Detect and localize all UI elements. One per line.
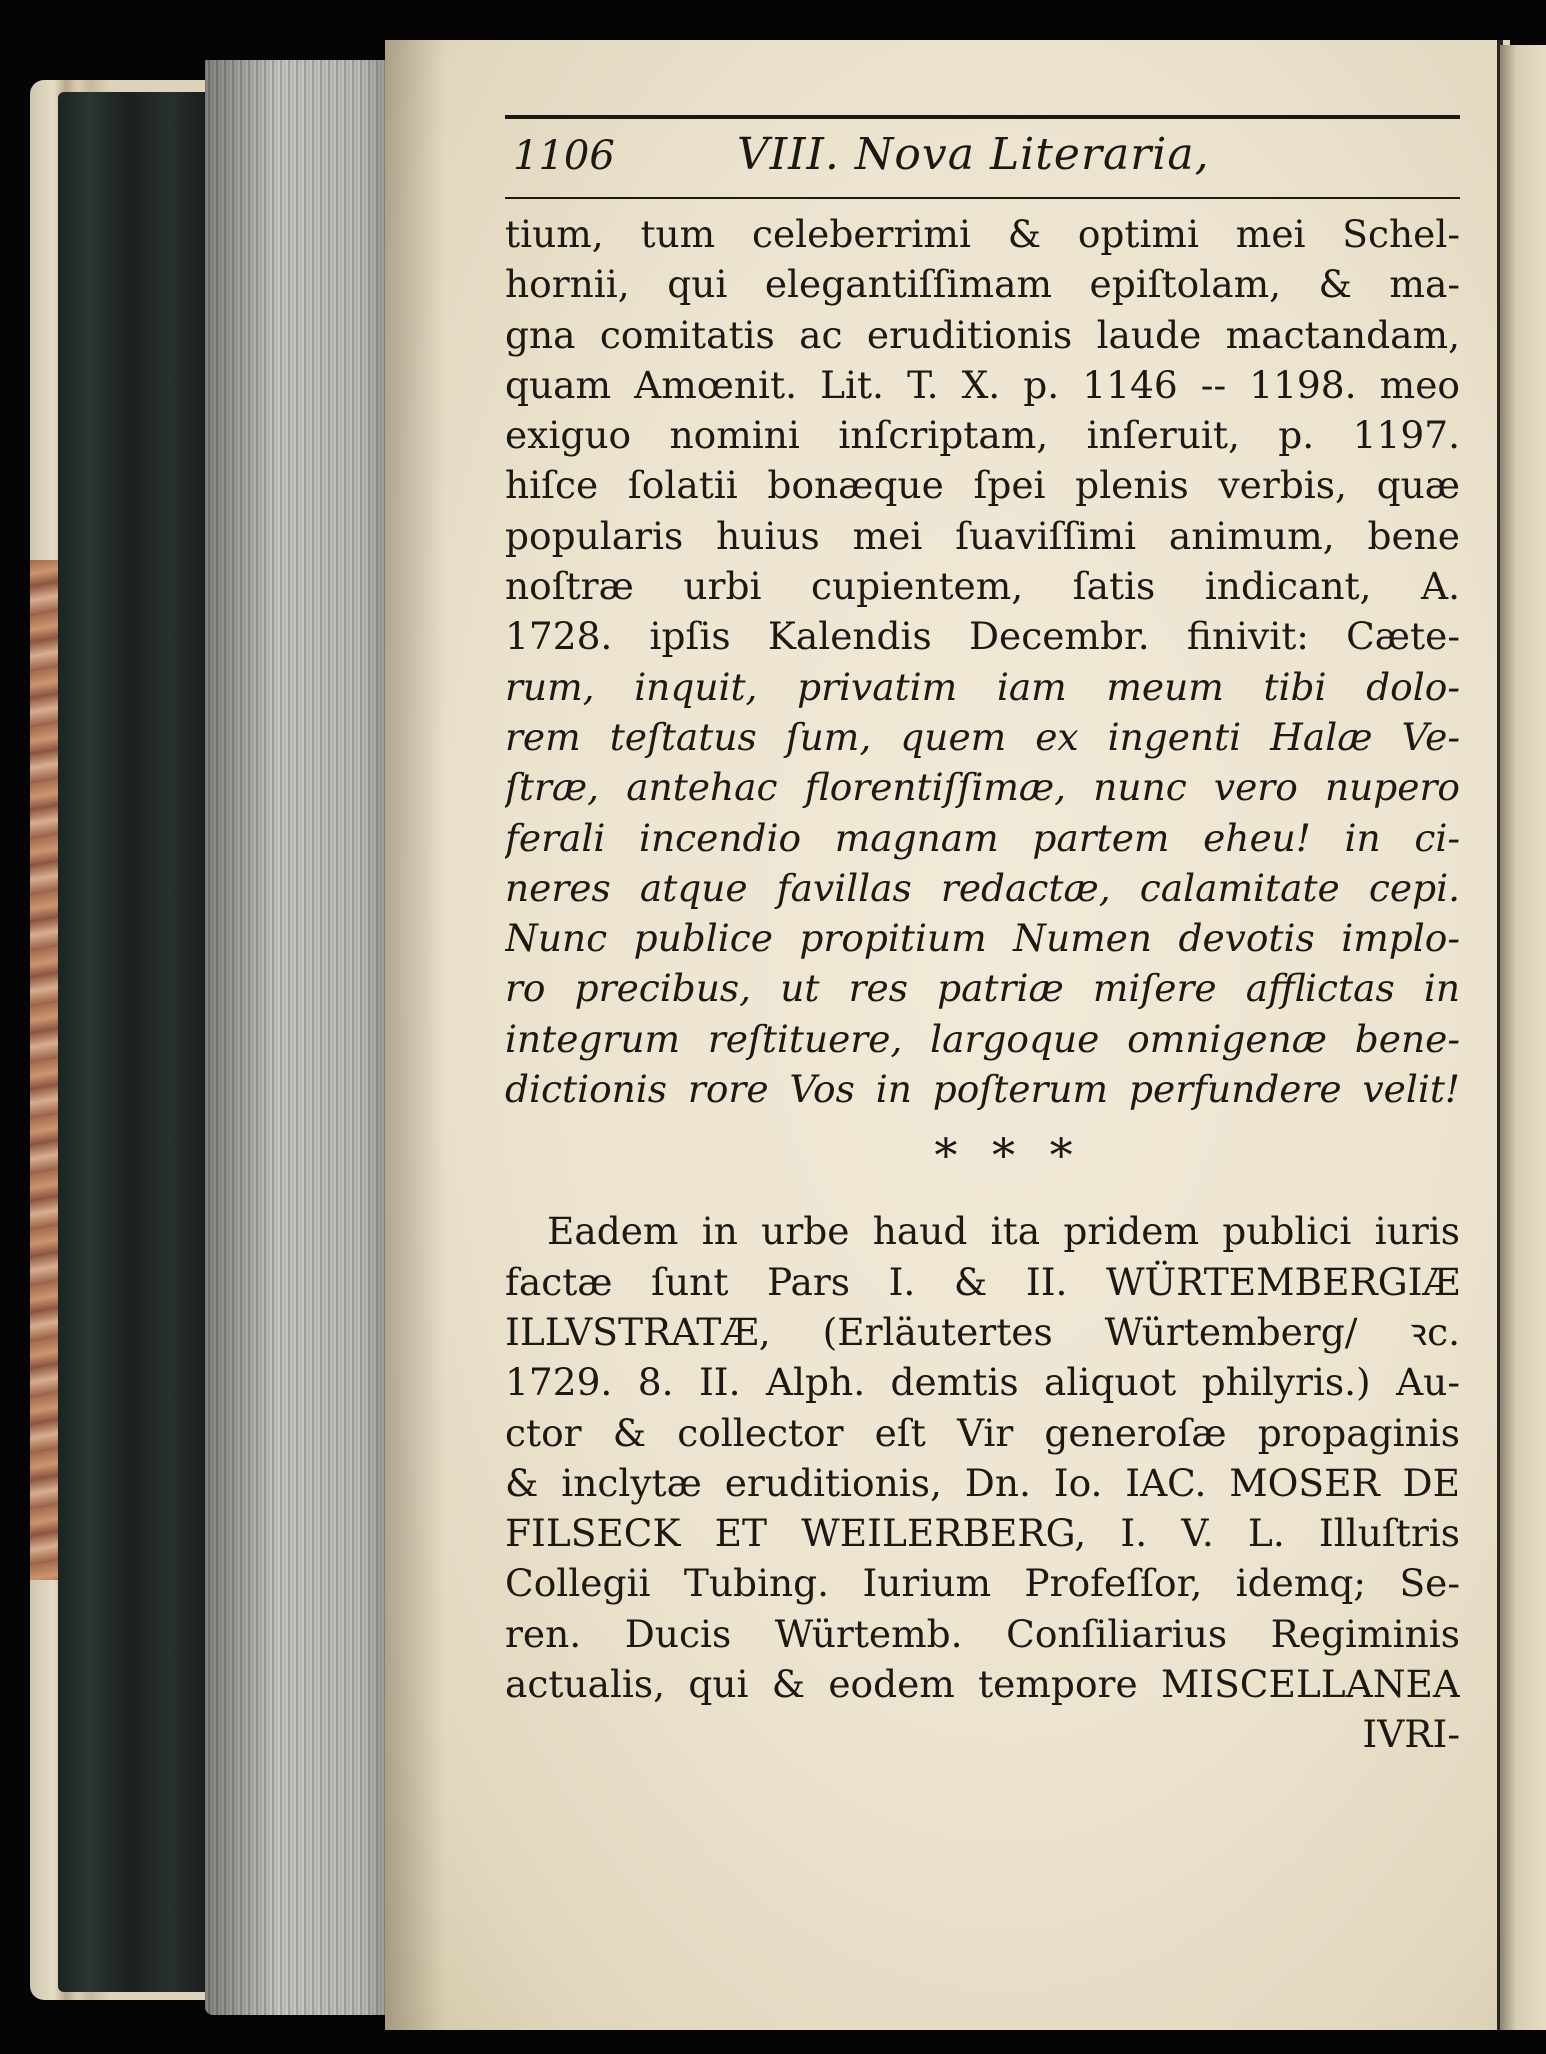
book-spine-edge <box>58 92 218 1992</box>
text-line: ILLVSTRATÆ, (Erläutertes Würtemberg/ ꝛc. <box>505 1309 1460 1354</box>
page-number: 1106 <box>513 133 615 179</box>
text-line: Collegii Tubing. Iurium Profeſſor, idemq; Se- <box>505 1561 1460 1606</box>
asterism-separator: * * * <box>934 1128 1083 1183</box>
italic-line: ferali incendio magnam partem eheu! in ci- <box>505 815 1460 860</box>
text-line: quam Amœnit. Lit. T. X. p. 1146 -- 1198. meo <box>505 362 1460 407</box>
italic-quotation <box>505 662 1460 1115</box>
latin-paragraph <box>505 209 1460 662</box>
text-line: gna comitatis ac eruditionis laude mactandam, <box>505 312 1460 357</box>
text-line: 1728. ipſis Kalendis Decembr. finivit: Cæte- <box>505 614 1460 659</box>
text-line: ren. Ducis Würtemb. Conſiliarius Regiminis <box>505 1611 1460 1656</box>
text-line: Eadem in urbe haud ita pridem publici iuris <box>547 1209 1460 1254</box>
text-line: factæ ſunt Pars I. & II. WÜRTEMBERGIÆ <box>505 1259 1460 1304</box>
text-line: popularis huius mei ſuaviſſimi animum, bene <box>505 513 1460 558</box>
facing-page <box>1500 45 1546 2030</box>
text-line: hiſce ſolatii bonæque ſpei plenis verbis, quæ <box>505 463 1460 508</box>
text-line: tium, tum celeberrimi & optimi mei Schel- <box>505 212 1460 256</box>
text-line: 1729. 8. II. Alph. demtis aliquot philyris.) Au- <box>505 1360 1460 1405</box>
italic-line: rem teſtatus ſum, quem ex ingenti Halæ Ve- <box>505 714 1460 759</box>
text-line: hornii, qui elegantiſſimam epiſtolam, & ma- <box>505 262 1460 307</box>
italic-line: neres atque favillas redactæ, calamitate cepi. <box>505 865 1460 910</box>
text-line: FILSECK ET WEILERBERG, I. V. L. Illuſtris <box>505 1511 1460 1556</box>
text-line: actualis, qui & eodem tempore MISCELLANEA <box>505 1662 1460 1707</box>
text-block <box>505 115 1460 1759</box>
italic-line: dictionis rore Vos in poſterum perfundere velit! <box>505 1067 1460 1112</box>
second-paragraph <box>505 1206 1460 1709</box>
header-rule <box>505 197 1460 199</box>
italic-line: Nunc publice propitium Numen devotis implo- <box>505 916 1460 961</box>
text-line: ctor & collector eſt Vir generoſæ propaginis <box>505 1410 1460 1455</box>
text-line: exiguo nomini inſcriptam, inſeruit, p. 1197. <box>505 413 1460 458</box>
italic-line: ro precibus, ut res patriæ miſere afflictas in <box>505 966 1460 1011</box>
italic-line: rum, inquit, privatim iam meum tibi dolo- <box>505 664 1460 709</box>
italic-line: ſtræ, antehac florentiſſimæ, nunc vero nupero <box>505 765 1460 810</box>
text-line: & inclytæ eruditionis, Dn. Io. IAC. MOSER DE <box>505 1460 1460 1505</box>
page-header <box>505 119 1460 197</box>
running-title: VIII. Nova Literaria, <box>737 129 1210 180</box>
gutter-shadow <box>385 40 445 2030</box>
text-line: noſtræ urbi cupientem, ſatis indicant, A. <box>505 564 1460 609</box>
italic-line: integrum reſtituere, largoque omnigenæ bene- <box>505 1016 1460 1061</box>
page-body <box>505 209 1460 1759</box>
catchword: IVRI- <box>1362 1712 1460 1757</box>
page-edges-shade <box>205 60 390 2015</box>
